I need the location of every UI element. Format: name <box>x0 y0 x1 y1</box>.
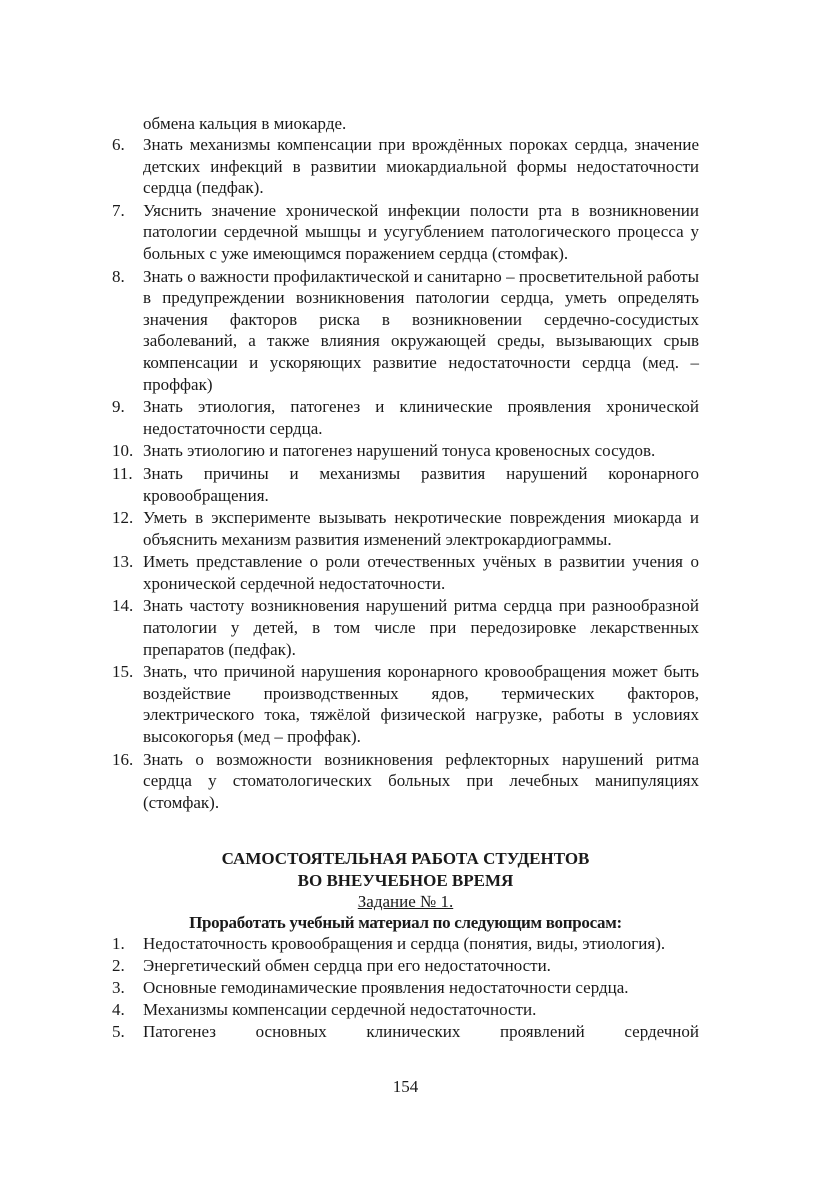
item-text: Знать о важности профилактической и санитарно – просветительной работы в предупреждении возникновения патологии сердца, уметь определять значения факторов риска в возникновении сердечно-сосудистых заболеваний, а также влияния окружающей среды, вызывающих срыв компенсации и ускоряющих развитие недостаточности сердца (мед. – проффак) <box>143 266 699 394</box>
item-text: Знать этиологию и патогенез нарушений тонуса кровеносных сосудов. <box>143 441 656 461</box>
list-item <box>112 507 699 550</box>
list-item <box>112 999 699 1021</box>
item-text: Знать этиология, патогенез и клинические проявления хронической недостаточности сердца. <box>143 397 699 438</box>
item-text: Энергетический обмен сердца при его недостаточности. <box>143 956 551 976</box>
item-text: Иметь представление о роли отечественных учёных в развитии учения о хронической сердечной недостаточности. <box>143 552 699 593</box>
item-text: Знать о возможности возникновения рефлекторных нарушений ритма сердца у стоматологических больных при лечебных манипуляциях (стомфак). <box>143 749 699 812</box>
item-number: 3. <box>112 978 125 998</box>
list-item <box>112 266 699 396</box>
section-title-line-1: САМОСТОЯТЕЛЬНАЯ РАБОТА СТУДЕНТОВ <box>221 849 590 868</box>
list-item <box>112 463 699 506</box>
item-number: 14. <box>112 596 134 616</box>
list-item <box>112 551 699 594</box>
list-item <box>112 595 699 660</box>
list-item <box>112 396 699 439</box>
list-item <box>112 440 699 462</box>
item-number: 1. <box>112 934 125 953</box>
item-text: Недостаточность кровообращения и сердца (понятия, виды, этиология). <box>143 934 666 953</box>
list-item <box>112 200 699 265</box>
item-text: Уяснить значение хронической инфекции полости рта в возникновении патологии сердечной мышцы и усугублением патологического процесса у больных с уже имеющимся поражением сердца (стомфак). <box>143 200 699 263</box>
task-label: Задание № 1. <box>357 892 454 911</box>
item-text: Знать причины и механизмы развития нарушений коронарного кровообращения. <box>143 463 699 505</box>
list-item <box>112 977 699 999</box>
item-number: 4. <box>112 1000 125 1020</box>
item-number: 13. <box>112 552 134 572</box>
list-item <box>112 933 699 955</box>
list-item <box>112 661 699 747</box>
item-number: 8. <box>112 266 125 286</box>
list-item <box>112 955 699 977</box>
item-text: Основные гемодинамические проявления недостаточности сердца. <box>143 978 629 998</box>
list-item <box>112 749 699 814</box>
item-text: Знать, что причиной нарушения коронарного кровообращения может быть воздействие производственных ядов, термических факторов, электрического тока, тяжёлой физической нагрузке, работы в условиях высокогорья (мед – проффак). <box>143 662 699 747</box>
item-text: Механизмы компенсации сердечной недостаточности. <box>143 1000 537 1020</box>
task-subheading: Проработать учебный материал по следующим вопросам: <box>189 913 622 932</box>
item-text: Знать частоту возникновения нарушений ритма сердца при разнообразной патологии у детей, в том числе при передозировке лекарственных препаратов (педфак). <box>143 596 699 659</box>
item-number: 5. <box>112 1022 125 1042</box>
task-label-row <box>112 891 699 913</box>
item-number: 10. <box>112 441 134 461</box>
item-number: 11. <box>112 463 133 483</box>
item-number: 9. <box>112 397 125 417</box>
section-title-line-2: ВО ВНЕУЧЕБНОЕ ВРЕМЯ <box>297 871 514 890</box>
item-number: 15. <box>112 662 134 682</box>
item-number: 12. <box>112 508 134 528</box>
item-text: Знать механизмы компенсации при врождённых пороках сердца, значение детских инфекций в развитии миокардиальной формы недостаточности сердца (педфак). <box>143 135 699 198</box>
page-number: 154 <box>392 1077 419 1096</box>
item-number: 7. <box>112 200 125 220</box>
item-text: Патогенез основных клинических проявлений сердечной <box>143 1022 699 1042</box>
item-number: 16. <box>112 749 134 769</box>
item-text: Уметь в эксперименте вызывать некротические повреждения миокарда и объяснить механизм развития изменений электрокардиограммы. <box>143 508 699 549</box>
continued-paragraph: обмена кальция в миокарде. <box>143 114 347 133</box>
list-item <box>112 134 699 199</box>
list-item <box>112 1021 699 1043</box>
study-questions-list <box>112 933 699 1043</box>
item-number: 2. <box>112 956 125 976</box>
objectives-list <box>112 134 699 814</box>
item-number: 6. <box>112 135 125 154</box>
